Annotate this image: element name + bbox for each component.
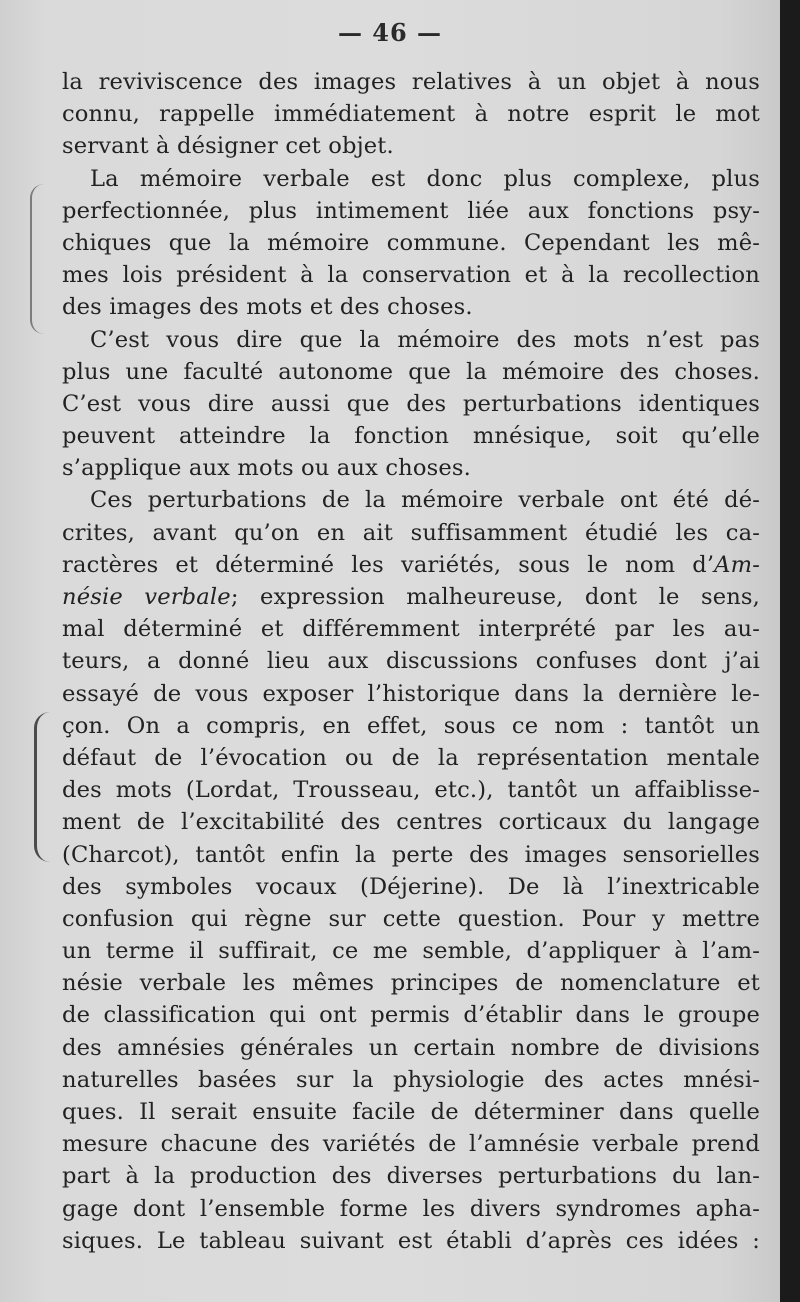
text-fragment: perfectionnée, plus intimement liée aux fonctions psy- [62, 197, 760, 224]
text-fragment: des images des mots et des choses. [62, 294, 473, 321]
text-fragment: C’est vous dire que la mémoire des mots n’est pas [90, 326, 760, 353]
text-line [62, 517, 760, 549]
text-fragment: défaut de l’évocation ou de la représentation mentale [62, 744, 760, 771]
text-line [62, 1193, 760, 1225]
text-fragment: mesure chacune des variétés de l’amnésie verbale prend [62, 1131, 760, 1158]
text-line [62, 1064, 760, 1096]
text-line [62, 549, 760, 581]
text-line [62, 935, 760, 967]
text-line [62, 452, 760, 484]
text-fragment: teurs, a donné lieu aux discussions confuses dont j’ai [62, 648, 760, 675]
text-line [62, 420, 760, 452]
text-fragment: ment de l’excitabilité des centres corticaux du langage [62, 809, 760, 836]
text-fragment: siques. Le tableau suivant est établi d’après ces idées : [62, 1227, 760, 1254]
text-line [62, 1096, 760, 1128]
text-line [62, 130, 760, 162]
text-fragment: essayé de vous exposer l’historique dans la dernière le- [62, 680, 760, 707]
text-fragment: C’est vous dire aussi que des perturbations identiques [62, 390, 760, 417]
text-line [62, 1032, 760, 1064]
text-fragment: nésie verbale les mêmes principes de nomenclature et [62, 970, 760, 997]
text-fragment: naturelles basées sur la physiologie des actes mnési- [62, 1066, 760, 1093]
text-line [62, 839, 760, 871]
text-line [62, 871, 760, 903]
margin-pencil-bracket [30, 184, 44, 334]
text-line [62, 484, 760, 516]
text-fragment: ractères et déterminé les variétés, sous le nom d’ [62, 551, 715, 578]
text-fragment: La mémoire verbale est donc plus complexe, plus [90, 165, 760, 192]
text-fragment: crites, avant qu’on en ait suffisamment étudié les ca- [62, 519, 760, 546]
text-line [62, 742, 760, 774]
text-line [62, 774, 760, 806]
text-fragment: Am- [714, 551, 760, 578]
margin-pencil-bracket [34, 712, 51, 862]
text-line [62, 999, 760, 1031]
text-fragment: des symboles vocaux (Déjerine). De là l’inextricable [62, 873, 760, 900]
page-number: — 46 — [337, 18, 443, 47]
text-fragment: connu, rappelle immédiatement à notre esprit le mot [62, 101, 760, 128]
text-line [62, 678, 760, 710]
text-fragment: plus une faculté autonome que la mémoire des choses. [62, 358, 760, 385]
text-fragment: (Charcot), tantôt enfin la perte des images sensorielles [62, 841, 760, 868]
text-fragment: nésie verbale [62, 584, 231, 610]
text-line [62, 1225, 760, 1257]
text-fragment: un terme il suffirait, ce me semble, d’appliquer à l’am- [62, 938, 760, 965]
text-line [62, 163, 760, 195]
text-line [62, 259, 760, 291]
text-line [62, 967, 760, 999]
text-fragment: peuvent atteindre la fonction mnésique, soit qu’elle [62, 423, 760, 450]
text-fragment: ; expression malheureuse, dont le sens, [230, 584, 760, 610]
text-fragment: Ces perturbations de la mémoire verbale ont été dé- [90, 487, 760, 514]
text-fragment: chiques que la mémoire commune. Cependant les mê- [62, 229, 760, 256]
text-fragment: mes lois président à la conservation et à la recollection [62, 262, 760, 289]
text-line [62, 227, 760, 259]
text-line [62, 710, 760, 742]
body-text [62, 66, 760, 1257]
text-fragment: des mots (Lordat, Trousseau, etc.), tantôt un affaiblisse- [62, 777, 760, 804]
text-line [62, 645, 760, 677]
text-line [62, 388, 760, 420]
text-fragment: çon. On a compris, en effet, sous ce nom : tantôt un [62, 712, 760, 739]
text-line [62, 1160, 760, 1192]
text-fragment: s’applique aux mots ou aux choses. [62, 455, 471, 482]
text-line [62, 356, 760, 388]
text-line [62, 903, 760, 935]
text-line [62, 806, 760, 838]
text-fragment: gage dont l’ensemble forme les divers syndromes apha- [62, 1195, 760, 1222]
text-line [62, 291, 760, 323]
text-fragment: confusion qui règne sur cette question. Pour y mettre [62, 905, 760, 932]
text-fragment: de classification qui ont permis d’établir dans le groupe [62, 1002, 760, 1029]
text-fragment: mal déterminé et différemment interprété par les au- [62, 616, 760, 643]
text-fragment: servant à désigner cet objet. [62, 133, 394, 160]
text-fragment: part à la production des diverses perturbations du lan- [62, 1163, 760, 1190]
text-line [62, 324, 760, 356]
text-line [62, 195, 760, 227]
text-line [62, 613, 760, 645]
text-line [62, 1128, 760, 1160]
text-line [62, 98, 760, 130]
text-fragment: la reviviscence des images relatives à un objet à nous [62, 69, 760, 95]
text-line [62, 581, 760, 613]
text-line [62, 66, 760, 98]
text-fragment: des amnésies générales un certain nombre de divisions [62, 1034, 760, 1061]
text-fragment: ques. Il serait ensuite facile de déterminer dans quelle [62, 1099, 760, 1125]
